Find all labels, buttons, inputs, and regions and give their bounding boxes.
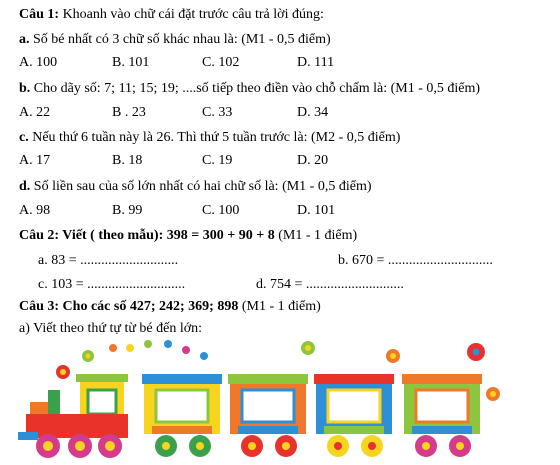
train-car-green-icon — [402, 374, 482, 457]
q1b-question — [19, 80, 480, 98]
q1c-option-b: B. 18 — [112, 153, 143, 168]
q1a-option-c: C. 102 — [202, 55, 240, 70]
q3-points: (M1 - 1 điểm) — [238, 299, 321, 314]
train-car-yellow-icon — [142, 374, 222, 457]
q3-title: Câu 3: Cho các số 427; 242; 369; 898 — [19, 299, 239, 314]
q1a-label: a. — [19, 32, 30, 47]
q2-item-c: c. 103 = ............................ — [38, 277, 186, 292]
q1b-option-a: A. 22 — [19, 105, 51, 120]
train-car-blue-icon — [314, 374, 394, 457]
q1c-label: c. — [19, 130, 29, 145]
q1a-option-b: B. 101 — [112, 55, 150, 70]
q1a-question — [19, 31, 331, 49]
q1c-text: Nếu thứ 6 tuần này là 26. Thì thứ 5 tuần trước là: (M2 - 0,5 điểm) — [28, 130, 401, 145]
q1d-question — [19, 178, 372, 196]
q1b-label: b. — [19, 81, 31, 96]
q1-title: Câu 1: — [19, 7, 60, 22]
q1c-option-c: C. 19 — [202, 153, 233, 168]
toy-train-illustration — [18, 334, 528, 465]
q2-title: Câu 2: Viết ( theo mẫu): 398 = 300 + 90 + 8 — [19, 228, 275, 243]
q1d-option-d: D. 101 — [297, 203, 336, 218]
q1c-option-a: A. 17 — [19, 153, 51, 168]
q1a-text: Số bé nhất có 3 chữ số khác nhau là: (M1 - 0,5 điểm) — [29, 32, 331, 47]
q1d-option-c: C. 100 — [202, 203, 240, 218]
q2-item-b: b. 670 = .............................. — [338, 253, 493, 268]
q2-item-d: d. 754 = ............................ — [256, 277, 404, 292]
q1d-option-b: B. 99 — [112, 203, 143, 218]
q1b-option-c: C. 33 — [202, 105, 233, 120]
q1b-option-d: D. 34 — [297, 105, 329, 120]
q2-heading — [19, 227, 357, 245]
q3-heading — [19, 298, 321, 316]
q1c-option-d: D. 20 — [297, 153, 329, 168]
q1d-option-a: A. 98 — [19, 203, 51, 218]
q2-item-a: a. 83 = ............................ — [38, 253, 179, 268]
q1b-option-b: B . 23 — [112, 105, 146, 120]
q1d-label: d. — [19, 179, 31, 194]
q1d-text: Số liền sau của số lớn nhất có hai chữ số là: (M1 - 0,5 điểm) — [30, 179, 372, 194]
train-engine-icon — [18, 374, 128, 458]
q1-heading — [19, 6, 324, 24]
q1-instruction: Khoanh vào chữ cái đặt trước câu trả lời đúng: — [59, 7, 324, 22]
train-car-orange-icon — [228, 374, 308, 457]
q1b-text: Cho dãy số: 7; 11; 15; 19; ....số tiếp theo điền vào chỗ chấm là: (M1 - 0,5 điểm) — [30, 81, 481, 96]
q1a-option-d: D. 111 — [297, 55, 335, 70]
q2-points: (M1 - 1 điểm) — [274, 228, 358, 243]
q1c-question — [19, 129, 400, 147]
q1a-option-a: A. 100 — [19, 55, 58, 70]
q3-sub-a: a) Viết theo thứ tự từ bé đến lớn: — [19, 321, 203, 336]
